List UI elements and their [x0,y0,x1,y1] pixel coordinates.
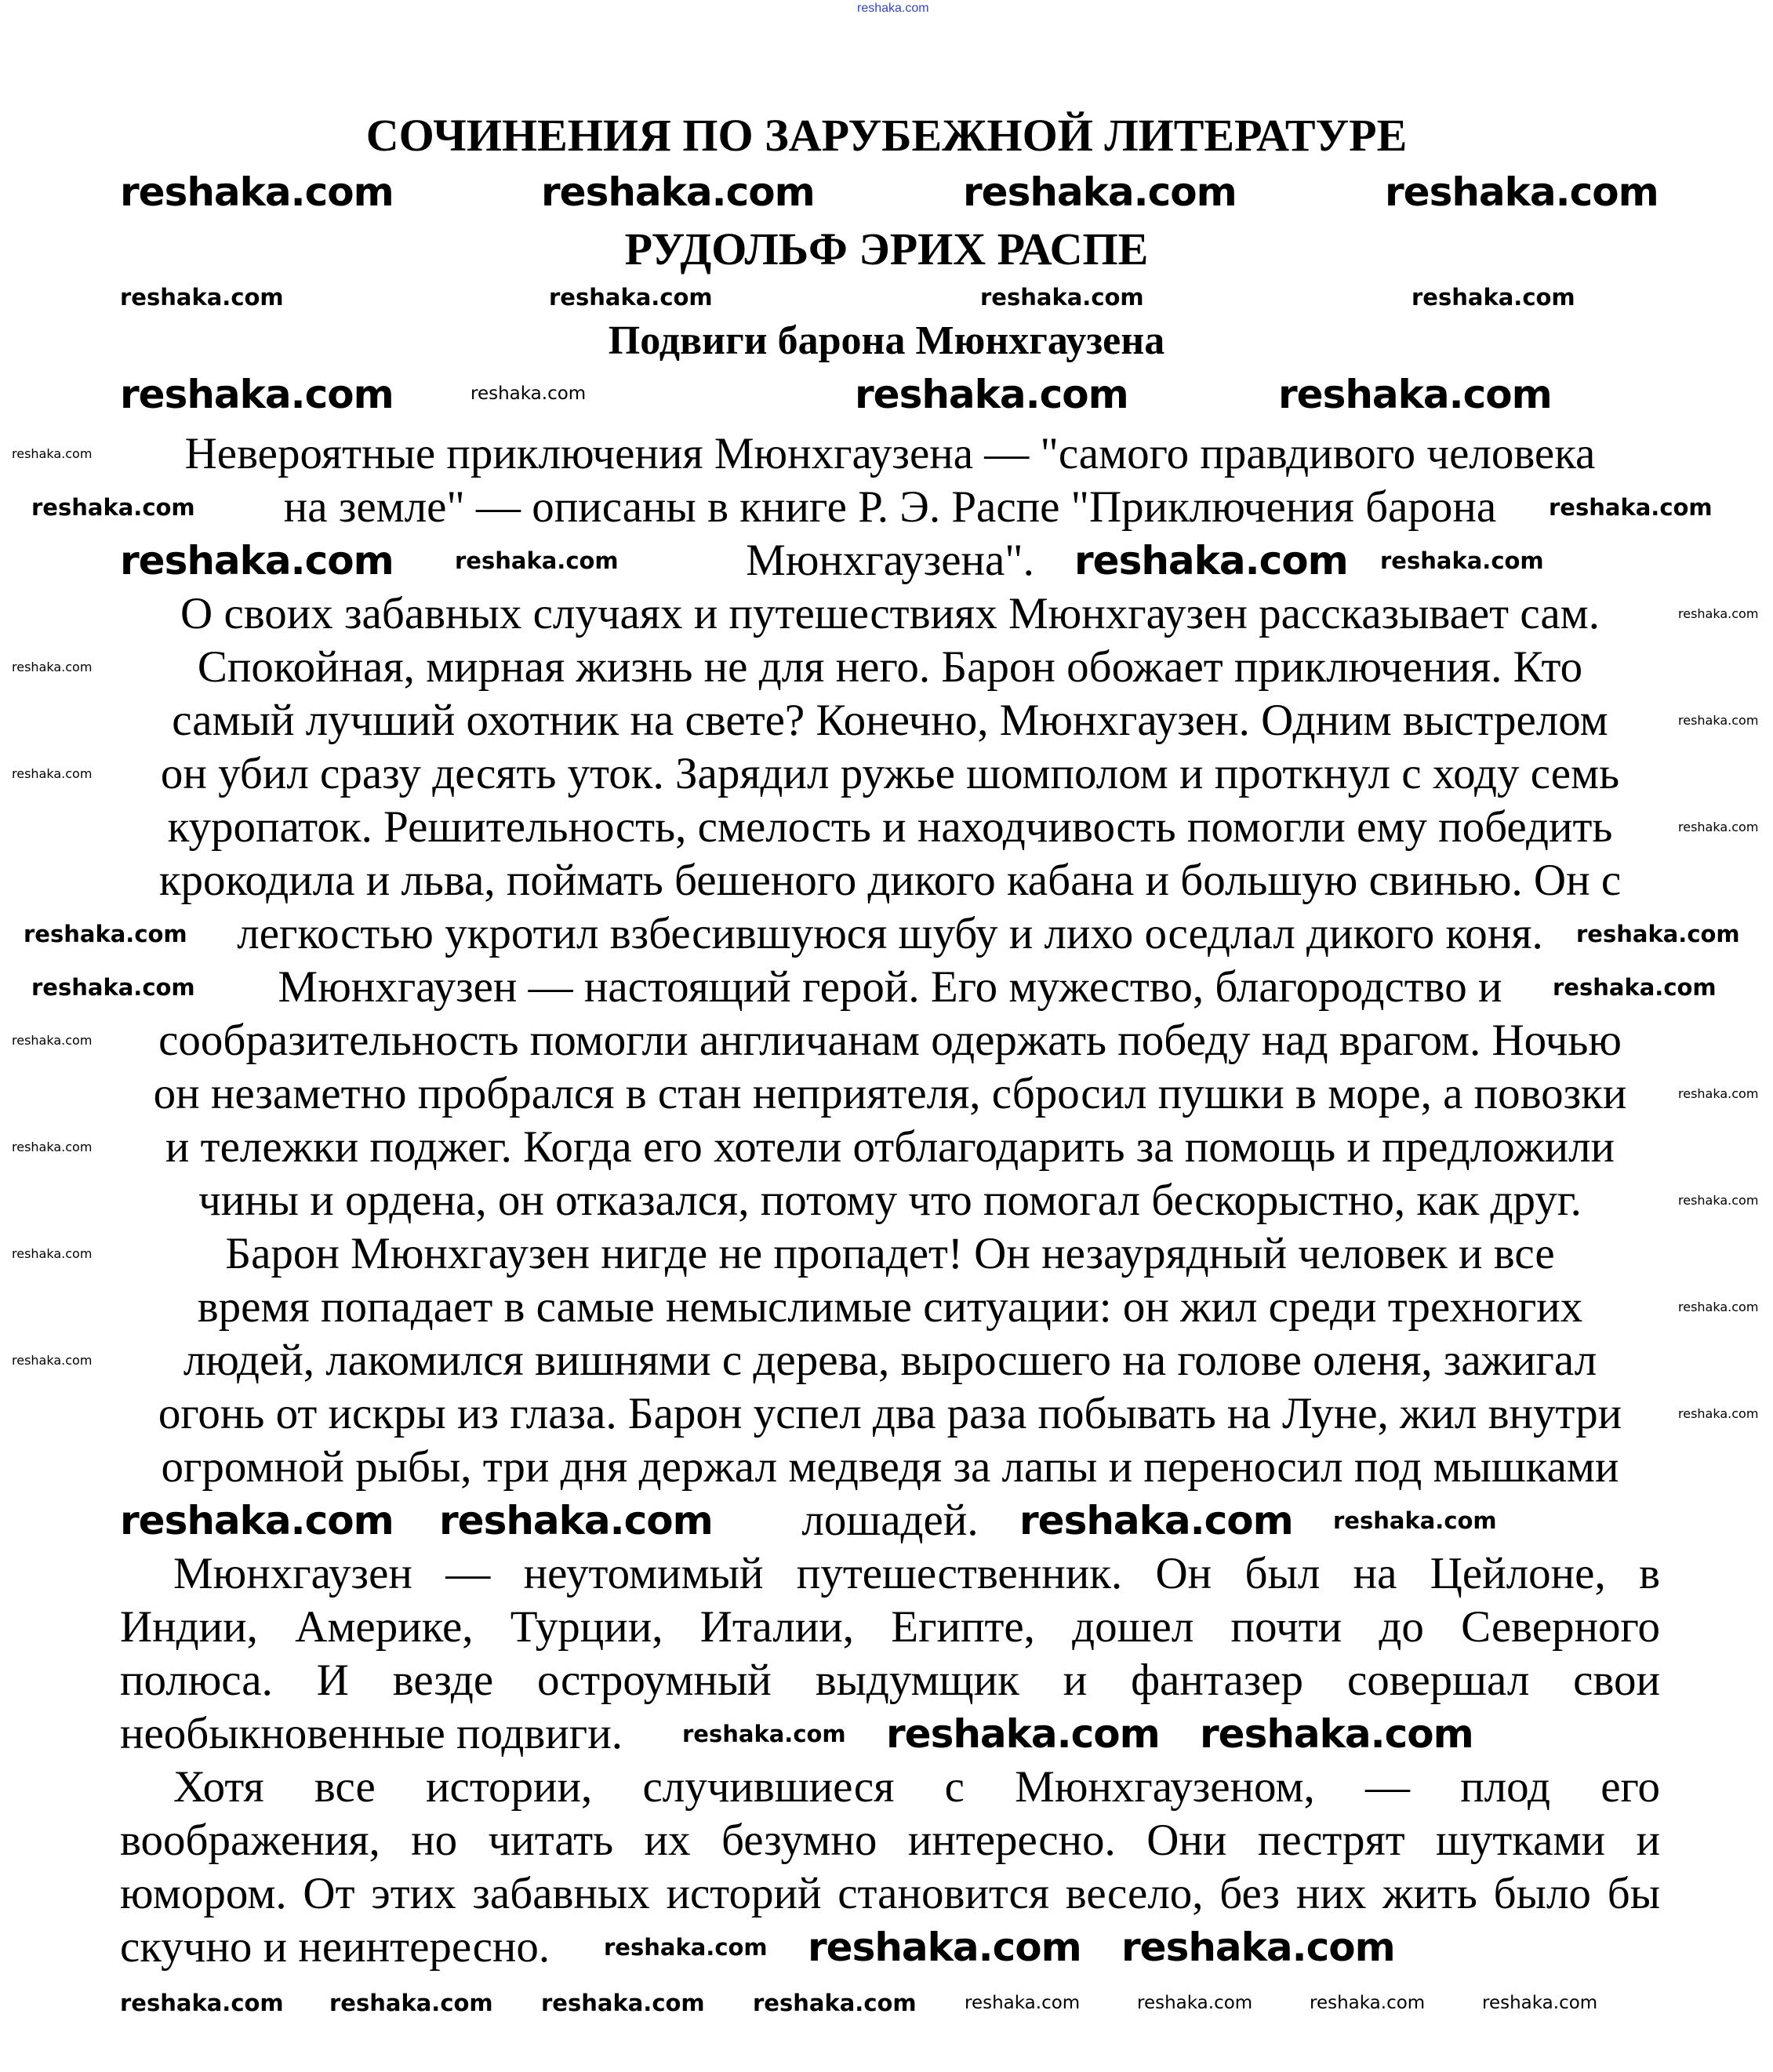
text-line-row [120,1547,1660,1601]
text-line-row [120,587,1660,641]
watermark: reshaka.com [1310,1993,1426,2013]
watermark: reshaka.com [120,538,394,583]
text-line: огонь от искры из глаза. Барон успел два раза побывать на Луне, жил внутри [158,1389,1622,1438]
text-line: огромной рыбы, три дня держал медведя за лапы и переносил под мышками [161,1442,1619,1492]
text-line-row [120,1441,1660,1494]
watermark: reshaka.com [1121,1925,1395,1970]
document-title: СОЧИНЕНИЯ ПО ЗАРУБЕЖНОЙ ЛИТЕРАТУРЕ [365,110,1408,161]
text-line: куропаток. Решительность, смелость и находчивость помогли ему победить [167,802,1613,852]
text-line-row [120,641,1660,694]
text-line: чины и ордена, он отказался, потому что помогал бескорыстно, как друг. [198,1176,1582,1225]
text-line: время попадает в самые немыслимые ситуации: он жил среди трехногих [197,1282,1583,1332]
watermark: reshaka.com [1678,1300,1759,1314]
watermark: reshaka.com [980,284,1144,311]
watermark: reshaka.com [1482,1993,1598,2013]
text-line-row [120,1334,1660,1387]
watermark: reshaka.com [1385,169,1659,215]
text-line-row [120,961,1660,1014]
text-line-row [120,481,1660,534]
text-line: юмором. От этих забавных историй становится весело, без них жить было бы [120,1869,1660,1918]
watermark: reshaka.com [753,1990,917,2016]
watermark: reshaka.com [965,1993,1081,2013]
text-line: необыкновенные подвиги. [120,1709,623,1758]
author-name-row [0,224,1773,276]
watermark: reshaka.com [541,1990,705,2016]
watermark: reshaka.com [682,1720,846,1747]
text-line-row [120,747,1660,801]
watermark: reshaka.com [541,169,815,215]
watermark: reshaka.com [120,1498,394,1543]
text-line-row [120,854,1660,907]
text-line: скучно и неинтересно. [120,1922,550,1972]
text-line: Индии, Америке, Турции, Италии, Египте, дошел почти до Северного [120,1602,1660,1652]
watermark: reshaka.com [808,1925,1081,1970]
document-title-row [0,110,1773,162]
text-line-row [120,801,1660,854]
text-line-row [120,1387,1660,1441]
author-name: РУДОЛЬФ ЭРИХ РАСПЕ [624,224,1149,274]
watermark: reshaka.com [963,169,1237,215]
watermark: reshaka.com [1074,538,1348,583]
watermark: reshaka.com [12,1140,93,1154]
watermark: reshaka.com [120,372,394,417]
watermark: reshaka.com [1200,1711,1473,1757]
text-line: Барон Мюнхгаузен нигде не пропадет! Он незаурядный человек и все [225,1229,1555,1278]
text-line-row [120,907,1660,961]
watermark: reshaka.com [1137,1993,1253,2013]
text-line: полюса. И везде остроумный выдумщик и фантазер совершал свои [120,1656,1660,1705]
text-line-row [120,1601,1660,1654]
text-line: лошадей. [801,1496,979,1545]
top-site-link[interactable]: reshaka.com [857,2,929,15]
text-line: Мюнхгаузена". [746,536,1034,585]
text-line-row [120,1761,1660,1814]
watermark: reshaka.com [329,1990,493,2016]
watermark: reshaka.com [12,1353,93,1368]
watermark: reshaka.com [120,169,394,215]
watermark: reshaka.com [12,1246,93,1261]
text-line: Невероятные приключения Мюнхгаузена — "самого правдивого человека [184,429,1596,478]
text-line: О своих забавных случаях и путешествиях Мюнхгаузен рассказывает сам. [180,589,1600,638]
watermark: reshaka.com [1678,1086,1759,1101]
text-line: Мюнхгаузен — настоящий герой. Его мужество, благородство и [278,962,1502,1012]
essay-heading: Подвиги барона Мюнхгаузена [608,318,1165,363]
watermark: reshaka.com [470,384,587,404]
text-line-row [120,1014,1660,1067]
text-line: он незаметно пробрался в стан неприятеля, сбросил пушки в море, а повозки [153,1069,1627,1118]
watermark: reshaka.com [455,547,619,574]
watermark: reshaka.com [31,973,195,1001]
text-line-row [120,1281,1660,1334]
text-line: крокодила и льва, поймать бешеного дикого кабана и большую свинью. Он с [158,856,1622,905]
watermark: reshaka.com [1553,973,1717,1001]
text-line: воображения, но читать их безумно интересно. Они пестрят шутками и [120,1816,1660,1865]
text-line-row [120,1174,1660,1227]
text-line-row [120,1867,1660,1921]
text-line: самый лучший охотник на свете? Конечно, Мюнхгаузен. Одним выстрелом [172,696,1608,745]
text-line-row [120,1067,1660,1121]
watermark: reshaka.com [1019,1498,1293,1543]
watermark: reshaka.com [1678,606,1759,621]
watermark: reshaka.com [12,660,93,674]
watermark: reshaka.com [1549,493,1713,521]
watermark: reshaka.com [31,493,195,521]
text-line: Спокойная, мирная жизнь не для него. Барон обожает приключения. Кто [197,642,1583,692]
text-line: он убил сразу десять уток. Зарядил ружье шомполом и проткнул с ходу семь [160,749,1620,798]
text-line-row [120,1814,1660,1867]
watermark: reshaka.com [549,284,713,311]
watermark: reshaka.com [886,1711,1160,1757]
watermark: reshaka.com [12,446,93,461]
watermark: reshaka.com [12,766,93,781]
watermark: reshaka.com [1576,920,1740,947]
text-line-row [120,427,1660,481]
text-line: людей, лакомился вишнями с дерева, выросшего на голове оленя, зажигал [183,1336,1597,1385]
watermark: reshaka.com [24,920,187,947]
watermark: reshaka.com [120,284,284,311]
watermark: reshaka.com [439,1498,713,1543]
text-line: легкостью укротил взбесившуюся шубу и лихо оседлал дикого коня. [237,909,1543,958]
text-line-row [120,1121,1660,1174]
text-line: сообразительность помогли англичанам одержать победу над врагом. Ночью [158,1016,1622,1065]
watermark: reshaka.com [604,1933,768,1961]
text-line-row [120,1227,1660,1281]
watermark: reshaka.com [1678,1193,1759,1208]
watermark: reshaka.com [1380,547,1544,574]
text-line: Хотя все истории, случившиеся с Мюнхгаузеном, — плод его [173,1762,1660,1812]
text-line-row [120,694,1660,747]
watermark: reshaka.com [120,1990,284,2016]
essay-heading-row [0,318,1773,365]
watermark: reshaka.com [855,372,1128,417]
watermark: reshaka.com [1678,713,1759,728]
watermark: reshaka.com [1333,1507,1497,1534]
watermark: reshaka.com [1278,372,1552,417]
text-line: и тележки поджег. Когда его хотели отблагодарить за помощь и предложили [165,1122,1615,1172]
watermark: reshaka.com [1678,820,1759,834]
text-line: на земле" — описаны в книге Р. Э. Распе "Приключения барона [283,482,1497,532]
watermark: reshaka.com [12,1033,93,1048]
text-line-row [120,1654,1660,1707]
text-line: Мюнхгаузен — неутомимый путешественник. Он был на Цейлоне, в [173,1549,1660,1598]
watermark: reshaka.com [1678,1406,1759,1421]
watermark: reshaka.com [1411,284,1575,311]
